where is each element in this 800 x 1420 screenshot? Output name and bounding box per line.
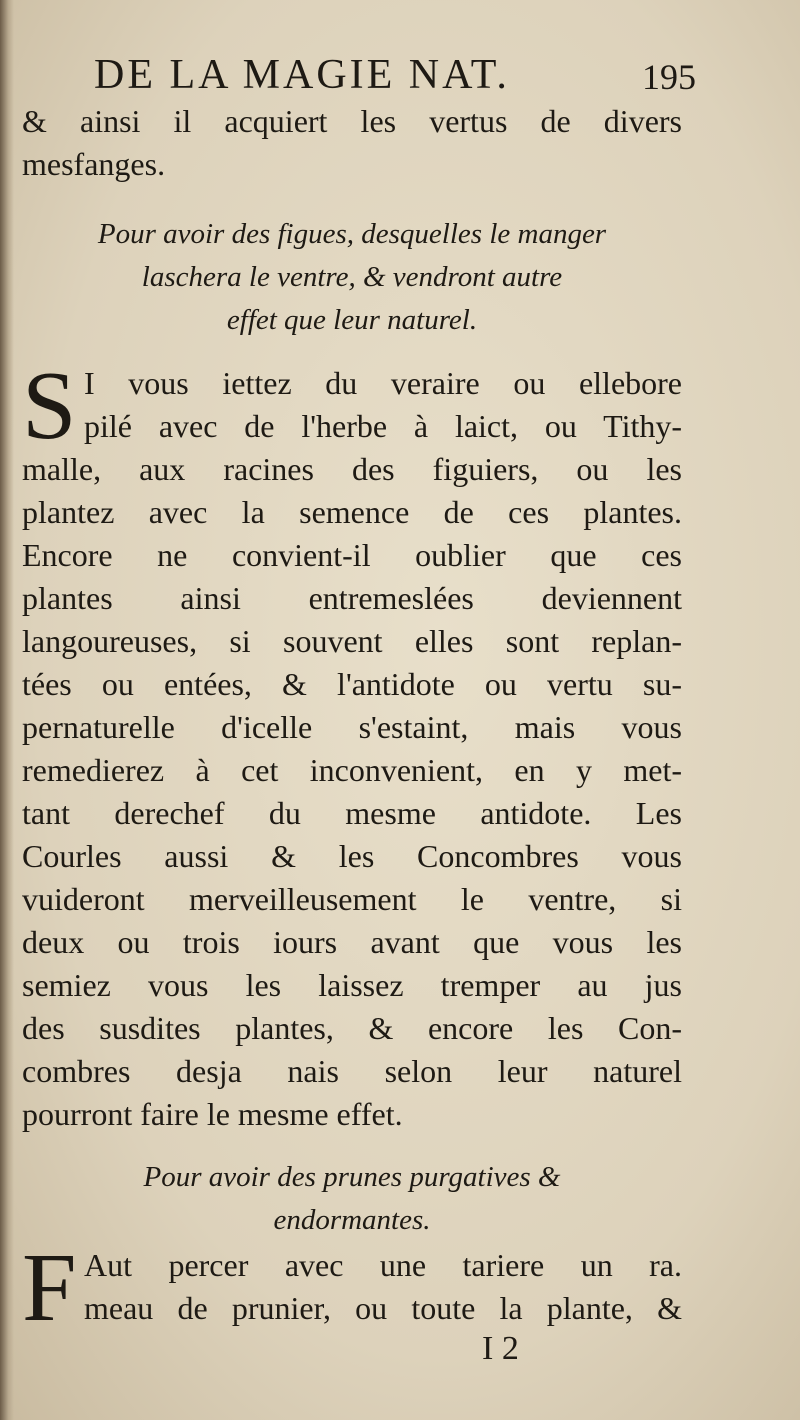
text-line: Courles aussi & les Concombres vous (22, 838, 682, 874)
text-line: remedierez à cet inconvenient, en y met- (22, 752, 682, 788)
page-gutter (0, 0, 14, 1420)
text-line: mesfanges. (22, 146, 166, 182)
signature-mark: I 2 (482, 1330, 519, 1367)
heading-line: effet que leur naturel. (226, 304, 478, 336)
text-line: plantes ainsi entremeslées deviennent (22, 580, 682, 616)
text-line: langoureuses, si souvent elles sont replan- (22, 623, 682, 659)
text-line: combres desja nais selon leur naturel (22, 1053, 682, 1089)
text-line: des susdites plantes, & encore les Con- (22, 1010, 682, 1046)
heading-line: endormantes. (273, 1204, 431, 1236)
text-line: I vous iettez du veraire ou ellebore (84, 365, 682, 401)
text-line: meau de prunier, ou toute la plante, & (84, 1290, 682, 1326)
text-line: vuideront merveilleusement le ventre, si (22, 881, 682, 917)
text-line: pourront faire le mesme effet. (22, 1096, 403, 1132)
section-heading-figs (22, 213, 682, 342)
section-heading-plums (22, 1156, 682, 1242)
text-line: semiez vous les laissez tremper au jus (22, 967, 682, 1003)
text-line: plantez avec la semence de ces plantes. (22, 494, 682, 530)
drop-capital: S (22, 352, 77, 460)
drop-capital: F (22, 1234, 77, 1342)
text-line: Aut percer avec une tariere un ra. (84, 1247, 682, 1283)
text-line: tées ou entées, & l'antidote ou vertu su- (22, 666, 682, 702)
text-line: & ainsi il acquiert les vertus de divers (22, 103, 682, 139)
heading-line: Pour avoir des prunes purgatives & (143, 1161, 561, 1193)
heading-line: laschera le ventre, & vendront autre (141, 261, 563, 293)
intro-text (22, 100, 682, 186)
text-line: tant derechef du mesme antidote. Les (22, 795, 682, 831)
paragraph-figs (22, 352, 682, 1136)
text-line: malle, aux racines des figuiers, ou les (22, 451, 682, 487)
text-line: deux ou trois iours avant que vous les (22, 924, 682, 960)
page-number: 195 (642, 57, 696, 97)
text-line: pilé avec de l'herbe à laict, ou Tithy- (84, 408, 682, 444)
heading-line: Pour avoir des figues, desquelles le manger (97, 218, 607, 250)
text-line: Encore ne convient-il oublier que ces (22, 537, 682, 573)
page-header (28, 50, 696, 100)
paragraph-plums (22, 1234, 682, 1342)
running-title: DE LA MAGIE NAT. (94, 52, 510, 98)
text-line: pernaturelle d'icelle s'estaint, mais vous (22, 709, 682, 745)
